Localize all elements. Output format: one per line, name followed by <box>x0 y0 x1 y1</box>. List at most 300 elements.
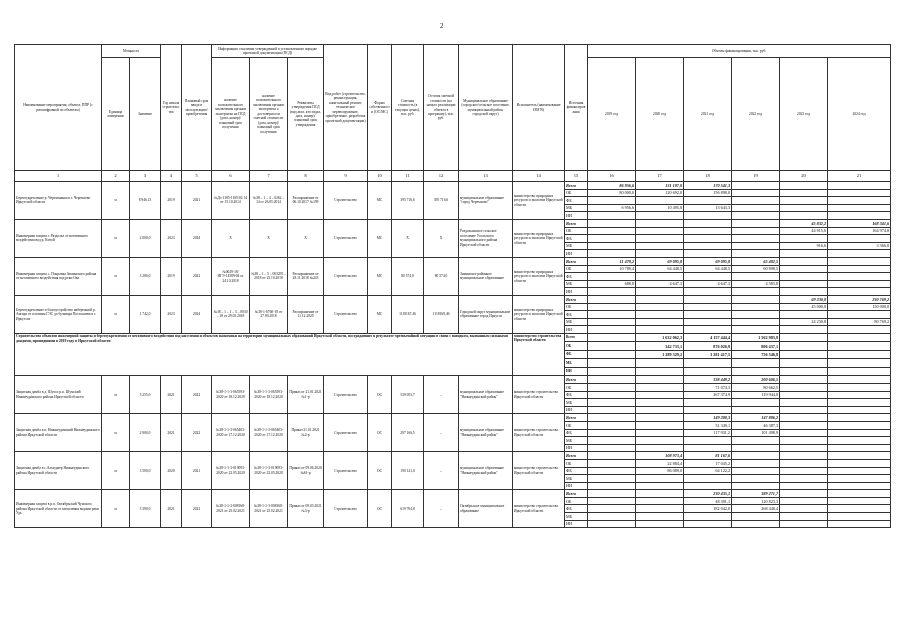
funding-value: 1 632 062,3 <box>636 333 684 342</box>
executor-cell: министерство строительства Иркутской области <box>513 490 565 528</box>
funding-value: 4 647,3 <box>684 280 732 288</box>
funding-value <box>636 391 684 399</box>
value-cell: 5 390,0 <box>130 490 161 528</box>
year-plan-cell: 2021 <box>182 182 212 220</box>
object-name: Берегоукрепление и благоустройство набережной р. Ангара от плотины ГЭС до бульвара Постышева в г. Иркутске <box>15 295 102 333</box>
funding-value <box>828 421 891 429</box>
funding-value <box>636 326 684 334</box>
funding-value <box>684 520 732 528</box>
funding-value <box>588 490 636 498</box>
col-cost: Сметная стоимость (в текущих ценах), тыс. руб. <box>392 45 424 171</box>
source-label: ФБ <box>565 350 588 359</box>
funding-value <box>780 490 828 498</box>
funding-value <box>780 467 828 475</box>
funding-value <box>684 250 732 258</box>
funding-value <box>780 311 828 319</box>
table-row <box>15 376 891 384</box>
year-start-cell: 2020 <box>161 452 182 490</box>
source-label: Всего <box>565 414 588 422</box>
funding-value: 170 541,3 <box>684 182 732 190</box>
funding-value <box>780 326 828 334</box>
source-label: МБ <box>565 475 588 483</box>
funding-value <box>828 333 891 342</box>
work-type-cell: Строительство <box>324 257 368 295</box>
funding-value <box>828 257 891 265</box>
funding-value: 64 448,5 <box>636 265 684 273</box>
year-plan-cell: 2024 <box>182 219 212 257</box>
funding-value <box>780 497 828 505</box>
psd-approval-cell: Распоряжение от 11.12.2020 <box>288 295 324 333</box>
funding-value <box>732 520 780 528</box>
funding-value <box>684 235 732 243</box>
funding-value: 86 089,0 <box>636 467 684 475</box>
table-row <box>15 490 891 498</box>
funding-value: 24 230,8 <box>780 318 828 326</box>
funding-value <box>732 288 780 296</box>
funding-value <box>828 399 891 407</box>
funding-value <box>636 250 684 258</box>
col-name: Наименование мероприятия, объекта, ППР (с расшифровкой по объектам) <box>15 45 102 171</box>
funding-value <box>684 311 732 319</box>
psd-cost-expertise-cell: №38 – 1 – 4 – 0262 – 14 от 26.05.2014 <box>250 182 288 220</box>
source-label: ИИ <box>565 482 588 490</box>
funding-value <box>732 250 780 258</box>
source-label: ИИ <box>565 212 588 220</box>
funding-value <box>588 227 636 235</box>
funding-value <box>828 444 891 452</box>
funding-value <box>636 399 684 407</box>
funding-value <box>780 383 828 391</box>
funding-value <box>636 295 684 303</box>
funding-value <box>588 250 636 258</box>
cost-cell: 619 704,8 <box>392 490 424 528</box>
funding-value <box>732 295 780 303</box>
funding-value <box>588 429 636 437</box>
funding-value: 3 281 417,5 <box>684 350 732 359</box>
remaining-cell: 1118169,46 <box>424 295 459 333</box>
funding-value <box>588 475 636 483</box>
funding-value <box>684 318 732 326</box>
funding-value <box>732 235 780 243</box>
source-label: Всего <box>565 376 588 384</box>
cost-cell: 297 166,5 <box>392 414 424 452</box>
funding-value <box>732 242 780 250</box>
source-label: Всего <box>565 452 588 460</box>
program-table <box>14 44 891 528</box>
year-start-cell: 2019 <box>161 182 182 220</box>
col-year: 2022 год <box>732 58 780 171</box>
year-start-cell: 2023 <box>161 219 182 257</box>
funding-value <box>684 437 732 445</box>
funding-value <box>636 227 684 235</box>
source-label: ФБ <box>565 197 588 205</box>
funding-value <box>732 318 780 326</box>
funding-value: 101 498,9 <box>732 429 780 437</box>
ownership-cell: МС <box>368 295 392 333</box>
funding-value <box>828 467 891 475</box>
year-plan-cell: 2022 <box>182 257 212 295</box>
funding-value <box>588 311 636 319</box>
source-label: ИИ <box>565 520 588 528</box>
funding-value: 168 341,6 <box>828 219 891 227</box>
funding-value <box>588 444 636 452</box>
funding-value: 4 157 444,4 <box>684 333 732 342</box>
column-number: 10 <box>368 171 392 182</box>
funding-value: 150 000,0 <box>828 303 891 311</box>
source-label: ИИ <box>565 288 588 296</box>
value-cell: 1 742,0 <box>130 295 161 333</box>
funding-value <box>684 475 732 483</box>
column-number: 20 <box>780 171 828 182</box>
funding-value <box>780 444 828 452</box>
year-start-cell: 2021 <box>161 414 182 452</box>
funding-value <box>780 359 828 368</box>
executor-cell: министерство природных ресурсов и экологии Иркутской области <box>513 219 565 257</box>
source-label: ОБ <box>565 497 588 505</box>
executor-cell: министерство природных ресурсов и экологии Иркутской области <box>513 182 565 220</box>
funding-value <box>780 235 828 243</box>
column-number: 4 <box>161 171 182 182</box>
source-label: МБ <box>565 242 588 250</box>
funding-value <box>780 212 828 220</box>
source-label: ОБ <box>565 265 588 273</box>
funding-value <box>636 219 684 227</box>
funding-value <box>588 452 636 460</box>
funding-value: 81 167,6 <box>684 452 732 460</box>
object-name: Инженерная защита в р.п. Октябрьский Чунского района Иркутской области от затопления водами реки Уда <box>15 490 102 528</box>
funding-value <box>588 303 636 311</box>
value-cell: 5 255,0 <box>130 376 161 414</box>
funding-value <box>636 520 684 528</box>
funding-value: 69 095,8 <box>684 257 732 265</box>
psd-expertise-cell: №38-1-1-3-008168-2021 от 25.02.2021 <box>212 490 250 528</box>
funding-value: 156 898,0 <box>684 189 732 197</box>
funding-value <box>732 273 780 281</box>
funding-value <box>828 280 891 288</box>
funding-value <box>588 273 636 281</box>
funding-value <box>588 288 636 296</box>
object-name: Инженерная защита г. Раздолье от негативного воздействия вод р. Китой <box>15 219 102 257</box>
funding-value: 108 973,4 <box>636 452 684 460</box>
funding-value: 69 095,8 <box>636 257 684 265</box>
ownership-cell: ОС <box>368 452 392 490</box>
work-type-cell: Строительство <box>324 295 368 333</box>
funding-value <box>828 452 891 460</box>
funding-value <box>588 406 636 414</box>
funding-value <box>780 421 828 429</box>
remaining-cell: 80 574,0 <box>424 257 459 295</box>
object-name: Инженерная защита с. Покровка Зиминского района от негативного воздействия вод реки Ока <box>15 257 102 295</box>
cost-cell: X <box>392 219 424 257</box>
funding-value <box>828 429 891 437</box>
funding-value: 10 495,0 <box>636 204 684 212</box>
funding-value <box>828 437 891 445</box>
psd-cost-expertise-cell: №38-1-1-3-065593-2020 от 18.12.2020 <box>250 376 288 414</box>
funding-value <box>636 429 684 437</box>
funding-value: 22 884,4 <box>636 459 684 467</box>
funding-value <box>636 235 684 243</box>
remaining-cell: – <box>424 376 459 414</box>
funding-value <box>780 437 828 445</box>
funding-value <box>828 414 891 422</box>
year-plan-cell: 2022 <box>182 414 212 452</box>
funding-value: 65 482,5 <box>732 257 780 265</box>
column-number: 21 <box>828 171 891 182</box>
year-start-cell: 2019 <box>161 257 182 295</box>
psd-approval-cell: Приказ 21.01.2021 №2-р <box>288 414 324 452</box>
funding-value <box>684 359 732 368</box>
funding-value: 64 122,2 <box>684 467 732 475</box>
funding-value <box>828 235 891 243</box>
funding-value <box>732 311 780 319</box>
funding-value <box>636 482 684 490</box>
funding-value <box>780 482 828 490</box>
funding-value <box>636 197 684 205</box>
source-label: ИИ <box>565 326 588 334</box>
psd-expertise-cell: №0029-18/ИГЭ-14589/04 от 24.10.2018 <box>212 257 250 295</box>
executor-cell: министерство строительства Иркутской области <box>513 452 565 490</box>
funding-value <box>588 295 636 303</box>
funding-value <box>828 359 891 368</box>
unit-cell: м <box>102 452 130 490</box>
funding-value <box>780 265 828 273</box>
funding-value <box>684 444 732 452</box>
column-number: 9 <box>324 171 368 182</box>
column-number: 3 <box>130 171 161 182</box>
table-body <box>15 182 891 528</box>
col-psd-info: Информация о наличии утвержденной в установленном порядке проектной документации (ПСД) <box>212 45 324 58</box>
remaining-cell: – <box>424 452 459 490</box>
cost-cell: 539 053,7 <box>392 376 424 414</box>
source-label: ИИ <box>565 367 588 376</box>
source-label: МБ <box>565 359 588 368</box>
funding-value <box>780 505 828 513</box>
funding-value <box>732 197 780 205</box>
source-label: Всего <box>565 182 588 190</box>
funding-value <box>684 197 732 205</box>
ownership-cell: ОС <box>368 490 392 528</box>
col-work-type: Вид работ (строительство, реконструкция, капитальный ремонт, техническое перевооружение, приобретение, разработка проектной документации) <box>324 45 368 171</box>
section-executor: министерство строительства Иркутской области <box>513 333 565 376</box>
funding-value <box>588 383 636 391</box>
source-label: ФБ <box>565 273 588 281</box>
column-number: 5 <box>182 171 212 182</box>
funding-value: 11 478,2 <box>588 257 636 265</box>
funding-value: 1 562 983,9 <box>732 333 780 342</box>
source-label: ФБ <box>565 505 588 513</box>
funding-value <box>636 490 684 498</box>
source-label: ОБ <box>565 227 588 235</box>
municipality-cell: муниципальное образование "Нижнеудинский район" <box>459 452 513 490</box>
table-row <box>15 414 891 422</box>
funding-value <box>588 318 636 326</box>
funding-value <box>828 459 891 467</box>
funding-value <box>588 219 636 227</box>
source-label: МБ <box>565 437 588 445</box>
unit-cell: м <box>102 182 130 220</box>
funding-value <box>684 212 732 220</box>
work-type-cell: Строительство <box>324 452 368 490</box>
table-row <box>15 219 891 227</box>
source-label: МБ <box>565 280 588 288</box>
psd-expertise-cell: X <box>212 219 250 257</box>
funding-value: 688,8 <box>588 280 636 288</box>
object-name: Защитная дамба в д. Шум и р.п. Шумский Нижнеудинского района Иркутской области <box>15 376 102 414</box>
funding-value <box>732 204 780 212</box>
funding-value <box>828 197 891 205</box>
funding-value <box>780 429 828 437</box>
funding-value <box>636 359 684 368</box>
funding-value <box>780 189 828 197</box>
unit-cell: м <box>102 376 130 414</box>
source-label: МБ <box>565 513 588 521</box>
value-cell: 3 500,0 <box>130 452 161 490</box>
funding-value: 164 974,8 <box>828 227 891 235</box>
psd-cost-expertise-cell: №38-1-1-3-019093-2020 от 22.05.2020 <box>250 452 288 490</box>
funding-value <box>780 273 828 281</box>
unit-cell: м <box>102 219 130 257</box>
value-cell: 2 000,0 <box>130 219 161 257</box>
source-label: ИИ <box>565 444 588 452</box>
funding-value: 45 832,2 <box>780 219 828 227</box>
funding-value: 120 823,3 <box>732 497 780 505</box>
funding-value <box>732 182 780 190</box>
psd-expertise-cell: №38-1-1-3-065403-2020 от 17.12.2020 <box>212 414 250 452</box>
work-type-cell: Строительство <box>324 376 368 414</box>
funding-value <box>780 406 828 414</box>
column-number: 11 <box>392 171 424 182</box>
funding-value <box>828 311 891 319</box>
year-plan-cell: 2022 <box>182 376 212 414</box>
funding-value <box>732 212 780 220</box>
year-start-cell: 2021 <box>161 376 182 414</box>
funding-value <box>828 326 891 334</box>
section-title: Строительство объектов инженерной защиты и берегоукрепления от негативного воздействия вод населения и объектов экономики на территории муниципальных образований Иркутской области, пострадавших в результате чрезвычайной ситуации в связи с паводком, вызванным сильными дождями, прошедшими в 2019 году в Иркутской области <box>15 333 513 376</box>
funding-value: 6 956,6 <box>588 204 636 212</box>
source-label: Всего <box>565 490 588 498</box>
municipality-cell: муниципальное образование "Нижнеудинский район" <box>459 376 513 414</box>
source-label: ФБ <box>565 391 588 399</box>
funding-value <box>588 482 636 490</box>
source-label: ФБ <box>565 429 588 437</box>
year-plan-cell: 2024 <box>182 295 212 333</box>
value-cell: 3 280,0 <box>130 257 161 295</box>
funding-value <box>828 265 891 273</box>
funding-value <box>636 406 684 414</box>
funding-value <box>684 288 732 296</box>
cost-cell: 1118167,46 <box>392 295 424 333</box>
funding-value <box>828 212 891 220</box>
funding-value: 80 000,0 <box>588 189 636 197</box>
unit-cell: м <box>102 490 130 528</box>
funding-value <box>732 359 780 368</box>
funding-value <box>684 482 732 490</box>
remaining-cell: – <box>424 414 459 452</box>
funding-value <box>588 242 636 250</box>
funding-value <box>780 376 828 384</box>
executor-cell: министерство природных ресурсов и экологии Иркутской области <box>513 257 565 295</box>
column-number: 7 <box>250 171 288 182</box>
column-number: 15 <box>565 171 588 182</box>
work-type-cell: Строительство <box>324 219 368 257</box>
funding-value <box>780 391 828 399</box>
col-year-start: Год начала строительства <box>161 45 182 171</box>
funding-value <box>732 475 780 483</box>
funding-value <box>828 288 891 296</box>
column-number: 13 <box>459 171 513 182</box>
psd-cost-expertise-cell: №38-1-1-3-008168-2021 от 25.02.2021 <box>250 490 288 528</box>
funding-value: 230 435,1 <box>684 490 732 498</box>
funding-value: 342 733,1 <box>636 342 684 351</box>
col-remaining: Остаток сметной стоимости (на начало реализации объекта в программу), тыс. руб. <box>424 45 459 171</box>
funding-value <box>636 383 684 391</box>
year-plan-cell: 2022 <box>182 490 212 528</box>
funding-value <box>588 497 636 505</box>
column-number: 18 <box>684 171 732 182</box>
table-header <box>15 45 891 182</box>
col-unit: Единица измерения <box>102 58 130 171</box>
funding-value <box>636 505 684 513</box>
funding-value <box>828 383 891 391</box>
source-label: ОБ <box>565 189 588 197</box>
funding-value: 806 437,1 <box>732 342 780 351</box>
remaining-cell: – <box>424 490 459 528</box>
psd-cost-expertise-cell: №38-1-1-3-065403-2020 от 17.12.2020 <box>250 414 288 452</box>
funding-value <box>828 497 891 505</box>
year-plan-cell: 2021 <box>182 452 212 490</box>
funding-value <box>636 437 684 445</box>
funding-value <box>732 219 780 227</box>
funding-value: 71 074,3 <box>684 383 732 391</box>
col-power: Мощность <box>102 45 161 58</box>
object-name: Берегоукрепление р. Черемшанка в г. Черемхово Иркутской области <box>15 182 102 220</box>
funding-value <box>588 399 636 407</box>
funding-value <box>588 467 636 475</box>
funding-value <box>684 326 732 334</box>
remaining-cell: 395 716,6 <box>424 182 459 220</box>
funding-value <box>828 367 891 376</box>
funding-value <box>588 333 636 342</box>
source-label: ОБ <box>565 421 588 429</box>
funding-value <box>684 227 732 235</box>
ownership-cell: МС <box>368 257 392 295</box>
funding-value <box>780 350 828 359</box>
cost-cell: 395 716,6 <box>392 182 424 220</box>
funding-value <box>588 520 636 528</box>
funding-value <box>828 350 891 359</box>
funding-value <box>780 197 828 205</box>
funding-value <box>780 513 828 521</box>
funding-value <box>588 513 636 521</box>
funding-value <box>636 273 684 281</box>
funding-value <box>588 376 636 384</box>
municipality-cell: Зиминское районное муниципальное образование <box>459 257 513 295</box>
column-number: 12 <box>424 171 459 182</box>
col-funding: Объемы финансирования, тыс. руб. <box>588 45 891 58</box>
funding-value <box>636 444 684 452</box>
funding-value <box>684 219 732 227</box>
col-year: 2019 год <box>588 58 636 171</box>
source-label: МБ <box>565 204 588 212</box>
section-row <box>15 333 891 342</box>
funding-value: 45 000,0 <box>780 303 828 311</box>
funding-value: 117 931,2 <box>684 429 732 437</box>
funding-value <box>828 250 891 258</box>
funding-value <box>732 459 780 467</box>
funding-value <box>828 376 891 384</box>
col-executor: Исполнитель (наименование ИОГВ) <box>513 45 565 171</box>
table-row <box>15 257 891 265</box>
